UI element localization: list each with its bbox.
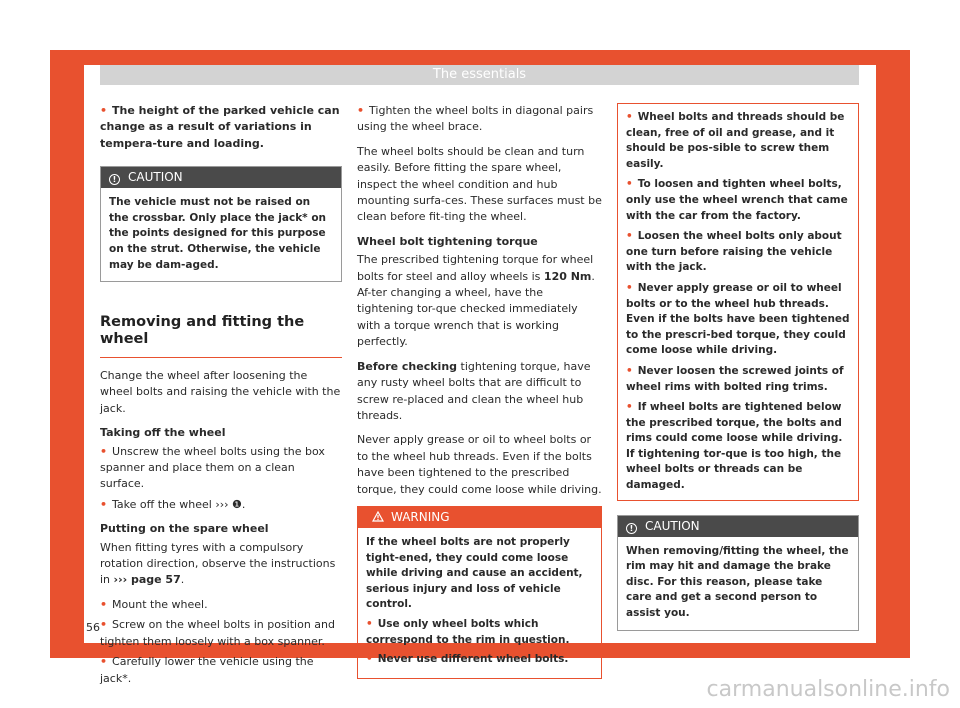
list-item: • Never use different wheel bolts.: [366, 653, 569, 666]
torque-heading: Wheel bolt tightening torque: [357, 234, 538, 248]
bullet-dot: •: [100, 104, 108, 117]
list-item: • Mount the wheel.: [100, 597, 208, 611]
list-item: • Tighten the wheel bolts in diagonal pairs using the wheel brace.: [357, 104, 594, 134]
list-item: • Carefully lower the vehicle using the jack*.: [100, 655, 314, 685]
info-circle-icon: !: [626, 523, 637, 534]
caution-text: The vehicle must not be raised on the crossbar. Only place the jack* on the points designed for this purpose on the strut. Otherwise, the vehicle may be dam-aged.: [109, 196, 327, 271]
list-item: • Loosen the wheel bolts only about one turn before raising the vehicle with the jack.: [626, 230, 842, 274]
list-item: • To loosen and tighten wheel bolts, only use the wheel wrench that came with the car from the factory.: [626, 178, 848, 222]
torque-value: 120 Nm: [543, 269, 592, 283]
warning-box: [357, 506, 602, 679]
caution-box: [617, 515, 859, 631]
list-item: • Screw on the wheel bolts in position and tighten them loosely with a box spanner.: [100, 618, 336, 648]
before-checking-paragraph: Before checking tightening torque, have any rusty wheel bolts that are difficult to screw re-placed and clean the wheel hub threads.: [357, 359, 591, 422]
torque-paragraph: The prescribed tightening torque for wheel bolts for steel and alloy wheels is 120 Nm. Af-ter changing a wheel, have the tightening tor-que checked immediately with a torque wrench that is working perfectly.: [357, 253, 595, 349]
notice-box: [617, 103, 859, 501]
header-bar: [100, 65, 859, 85]
warning-triangle-icon: [372, 511, 384, 522]
column-2: [357, 103, 602, 679]
page-ref-link[interactable]: ››› page 57: [113, 573, 181, 587]
putting-on-text: When fitting tyres with a compulsory rotation direction, observe the instructions in ››› page 57.: [100, 540, 336, 587]
caution-text: When removing/fitting the wheel, the rim may hit and damage the brake disc. For this reason, please take care and get a second person to assist you.: [626, 544, 849, 620]
section-title: Removing and fitting the wheel: [100, 314, 342, 358]
taking-off-heading: Taking off the wheel: [100, 426, 226, 440]
list-item: • Take off the wheel ››› ❶.: [100, 497, 246, 511]
caution-label: CAUTION: [128, 170, 183, 185]
list-item: • Wheel bolts and threads should be clean, free of oil and grease, and it should be pos-sible to screw them easily.: [626, 111, 845, 170]
list-item: • Unscrew the wheel bolts using the box spanner and place them on a clean surface.: [100, 444, 325, 491]
warning-text: If the wheel bolts are not properly tight-ened, they could come loose while driving and cause an accident, serious injury and loss of vehicle control.: [366, 535, 583, 611]
list-item: • Use only wheel bolts which correspond to the rim in question.: [366, 617, 570, 646]
watermark: carmanualsonline.info: [706, 677, 950, 702]
intro-text: Change the wheel after loosening the wheel bolts and raising the vehicle with the jack.: [100, 369, 341, 415]
caution-label: CAUTION: [645, 518, 700, 533]
page-number: 56: [86, 621, 100, 634]
warning-header: [358, 507, 601, 528]
intro-bullet: • The height of the parked vehicle can change as a result of variations in tempera-ture and loading.: [100, 104, 340, 150]
column-1: [100, 103, 342, 691]
column-3: [617, 103, 859, 631]
caution-box: [100, 166, 342, 282]
info-circle-icon: !: [109, 174, 120, 185]
list-item: • Never apply grease or oil to wheel bolts or to the wheel hub threads. Even if the bolts have been tightened to the prescri-bed torque, they could come loose while driving.: [626, 281, 850, 357]
putting-on-heading: Putting on the spare wheel: [100, 522, 269, 536]
caution-header: [101, 167, 341, 188]
paragraph: The wheel bolts should be clean and turn easily. Before fitting the spare wheel, inspect the wheel condition and hub mounting surfa-ces. These surfaces must be clean before fit-ting the wheel.: [357, 144, 602, 224]
list-item: • Never loosen the screwed joints of wheel rims with bolted ring trims.: [626, 364, 844, 393]
header-title: The essentials: [432, 67, 527, 82]
caution-header: [618, 516, 858, 537]
list-item: • If wheel bolts are tightened below the prescribed torque, the bolts and rims could come loose while driving. If tightening tor-que is too high, the wheel bolts or threads can be damaged.: [626, 401, 843, 492]
warning-label: WARNING: [391, 509, 450, 524]
paragraph: Never apply grease or oil to wheel bolts or to the wheel hub threads. Even if the bolts have been tightened to the prescribed torque, they could come loose while driving.: [357, 433, 602, 496]
